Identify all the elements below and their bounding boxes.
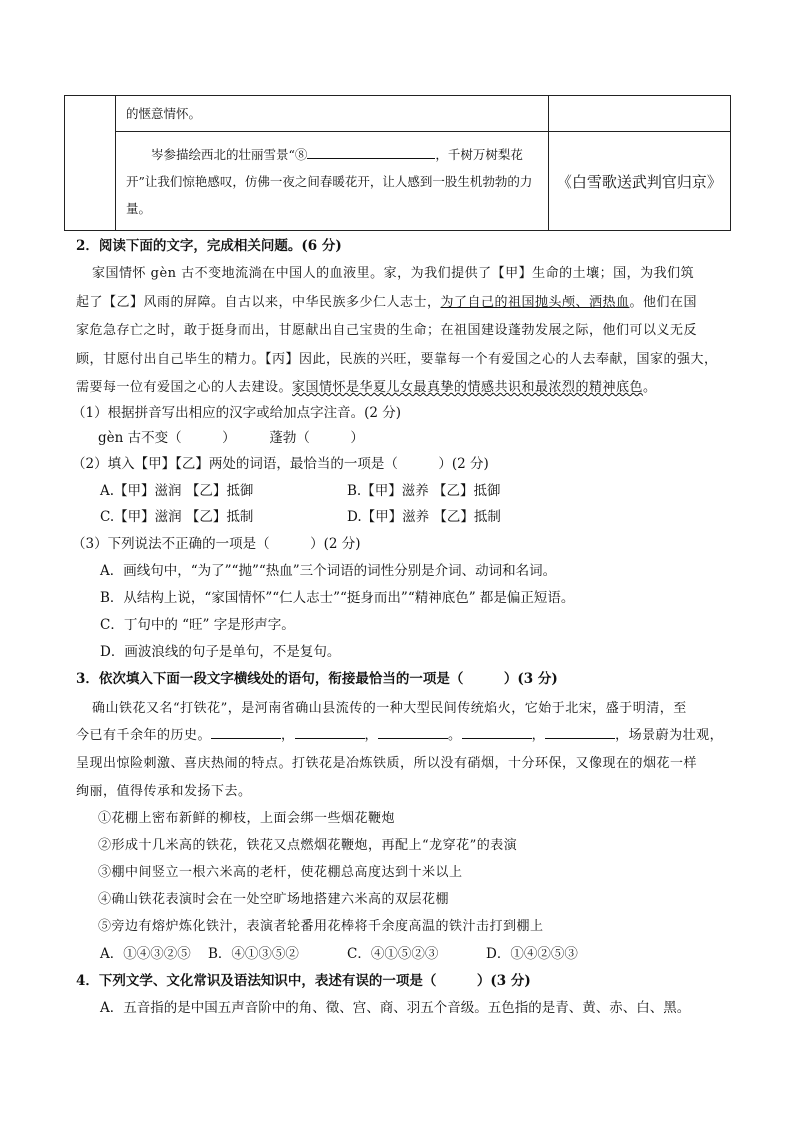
- q2-para-line: 需要每一位有爱国之心的人去建设。家国情怀是华夏儿女最真挚的情感共识和最浓烈的精神底色。: [76, 380, 657, 395]
- q3-para-line: 今已有千余年的历史。 ， ， 。 ， ，场景蔚为壮观，: [76, 728, 724, 743]
- q3-para-line: 呈现出惊险刺激、喜庆热闹的特点。打铁花是冶炼铁质，所以没有硝烟，十分环保，又像现在的烟花一样: [76, 756, 698, 771]
- q2-para-line: 顾，甘愿付出自己毕生的精力。【丙】因此，民族的兴旺，要靠每一个有爱国之心的人去奉献，国家的强大，: [76, 352, 718, 367]
- q3-option-c[interactable]: C．④①⑤②③: [347, 946, 439, 962]
- q2-sub2-option-a[interactable]: A.【甲】滋润 【乙】抵御: [100, 483, 254, 499]
- q2-sub3-option-c[interactable]: C．丁句中的 “旺” 字是形声字。: [100, 617, 295, 633]
- q2-para-line: 家危急存亡之时，敢于挺身而出，甘愿献出自己宝贵的生命；在祖国建设蓬勃发展之际，他们可以义无反: [76, 323, 698, 338]
- answer-blank[interactable]: [378, 726, 448, 739]
- q3-option-d[interactable]: D．①④②⑤③: [486, 946, 578, 962]
- q3-item: ③棚中间竖立一根六米高的老杆，使花棚总高度达到十米以上: [98, 865, 463, 880]
- q2-sub3-option-b[interactable]: B．从结构上说，“家国情怀”“仁人志士”“挺身而出”“精神底色” 都是偏正短语。: [100, 590, 575, 606]
- q4-heading: 4．下列文学、文化常识及语法知识中，表述有误的一项是（ ）(3 分): [76, 973, 531, 989]
- q3-item: ①花棚上密布新鲜的柳枝，上面会绑一些烟花鞭炮: [98, 811, 396, 826]
- answer-blank[interactable]: [307, 144, 435, 159]
- q2-sub2-option-d[interactable]: D.【甲】滋养 【乙】抵制: [347, 509, 501, 525]
- q2-sub3-option-d[interactable]: D．画波浪线的句子是单句，不是复句。: [100, 644, 341, 660]
- answer-blank[interactable]: [295, 726, 365, 739]
- answer-blank[interactable]: [545, 726, 615, 739]
- q2-sub3-option-a[interactable]: A．画线句中，“为了”“抛”“热血”三个词语的词性分别是介词、动词和名词。: [100, 563, 557, 579]
- q3-heading: 3．依次填入下面一段文字横线处的语句，衔接最恰当的一项是（ ）(3 分): [76, 671, 558, 687]
- table-row2-text: 岑参描绘西北的壮丽雪景“⑧ ，千树万树梨花开”让我们惊艳感叹，仿佛一夜之间春暖花开，让人感到一股生机勃勃的力量。: [115, 132, 548, 231]
- q3-item: ④确山铁花表演时会在一处空旷场地搭建六米高的双层花棚: [98, 892, 450, 907]
- q2-sub2: （2）填入【甲】【乙】两处的词语，最恰当的一项是（ ）(2 分): [72, 456, 489, 472]
- answer-blank[interactable]: [211, 726, 281, 739]
- q3-item: ⑤旁边有熔炉炼化铁汁，表演者轮番用花棒将千余度高温的铁汁击打到棚上: [98, 919, 544, 934]
- q2-para-line: 家国情怀 gèn 古不变地流淌在中国人的血液里。家，为我们提供了【甲】生命的土壤；国，为我们筑: [92, 266, 695, 281]
- q4-option-a[interactable]: A．五音指的是中国五声音阶中的角、徵、宫、商、羽五个音级。五色指的是青、黄、赤、白、黑。: [100, 1000, 691, 1016]
- q2-heading: 2．阅读下面的文字，完成相关问题。(6 分): [76, 238, 342, 254]
- q3-item: ②形成十几米高的铁花，铁花又点燃烟花鞭炮，再配上“龙穿花”的表演: [98, 838, 518, 853]
- table-row2-title: 《白雪歌送武判官归京》: [548, 132, 730, 231]
- q2-sub2-option-b[interactable]: B.【甲】滋养 【乙】抵御: [347, 483, 501, 499]
- wavy-sentence: 家国情怀是华夏儿女最真挚的情感共识和最浓烈的精神底色: [292, 380, 644, 395]
- q2-sub3: （3）下列说法不正确的一项是（ ）(2 分): [72, 536, 361, 552]
- q2-sub1: （1）根据拼音写出相应的汉字或给加点字注音。(2 分): [72, 405, 402, 421]
- underlined-sentence: 为了自己的祖国抛头颅、洒热血: [440, 295, 630, 310]
- q2-sub2-option-c[interactable]: C.【甲】滋润 【乙】抵制: [100, 509, 254, 525]
- table-empty-cell: [65, 96, 116, 231]
- table-row1-title: [548, 96, 730, 132]
- table-row1-text: 的惬意情怀。: [115, 96, 548, 132]
- q3-option-b[interactable]: B．④①③⑤②: [208, 946, 299, 962]
- q3-option-a[interactable]: A．①④③②⑤: [100, 946, 191, 962]
- q2-para-line: 起了【乙】风雨的屏障。自古以来，中华民族多少仁人志士，为了自己的祖国抛头颅、洒热血。他们在国: [76, 295, 698, 310]
- answer-blank[interactable]: [462, 726, 532, 739]
- q3-para-line: 确山铁花又名“打铁花”，是河南省确山县流传的一种大型民间传统焰火，它始于北宋，盛于明清，至: [92, 701, 687, 716]
- q2-sub1-items: gèn 古不变（ ） 蓬勃（ ）: [98, 430, 364, 446]
- poem-table: [64, 95, 731, 231]
- q3-para-line: 绚丽，值得传承和发扬下去。: [76, 784, 252, 799]
